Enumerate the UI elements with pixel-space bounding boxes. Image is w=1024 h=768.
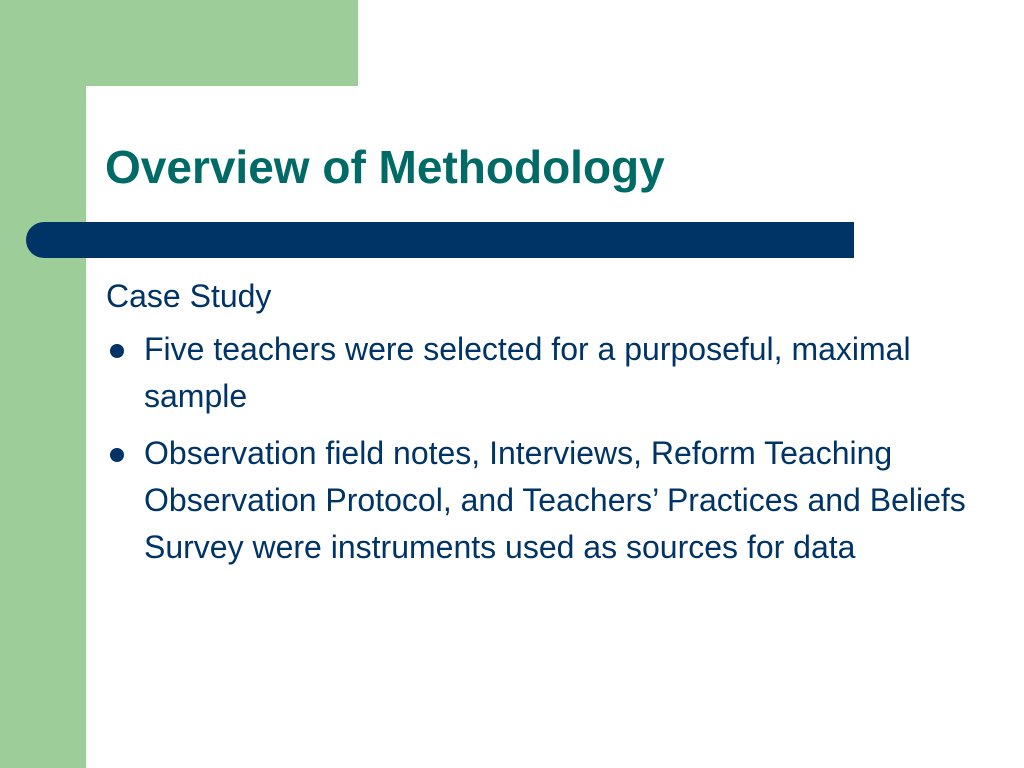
bullet-list <box>106 326 986 571</box>
decorative-green-strip <box>0 0 86 768</box>
decorative-green-block <box>0 0 358 86</box>
bullet-dot-icon <box>110 448 124 462</box>
slide-title: Overview of Methodology <box>105 141 665 193</box>
bullet-text: Observation field notes, Interviews, Reform Teaching Observation Protocol, and Teachers’ Practices and Beliefs Survey were instruments used as sources for data <box>144 434 966 565</box>
slide-body <box>106 276 986 581</box>
body-heading: Case Study <box>106 278 272 314</box>
bullet-dot-icon <box>110 344 124 358</box>
bullet-item <box>106 430 986 571</box>
bullet-text: Five teachers were selected for a purposeful, maximal sample <box>144 330 911 414</box>
bullet-item <box>106 326 986 420</box>
title-underline-bar <box>26 222 854 258</box>
